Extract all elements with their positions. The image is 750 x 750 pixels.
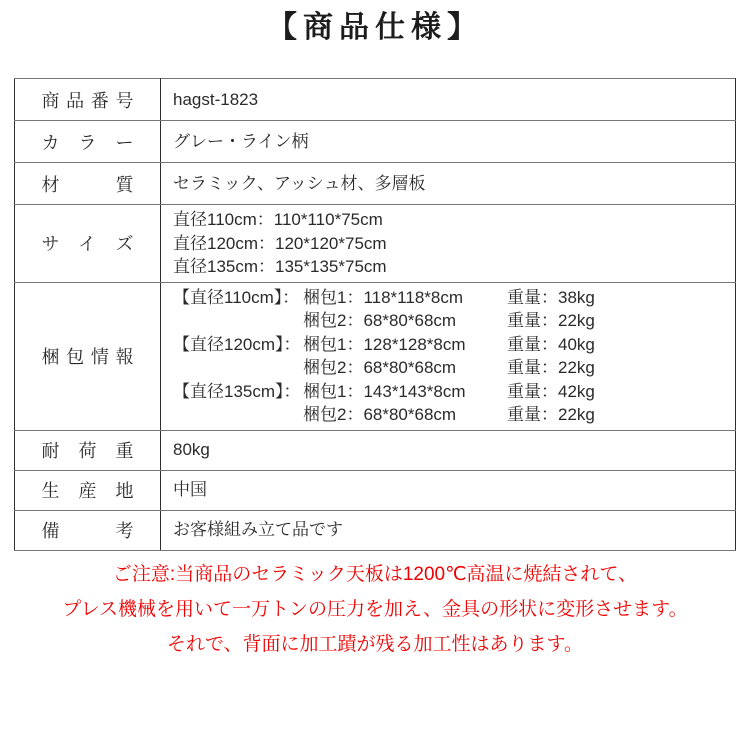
packing-box: 梱包2：68*80*68cm <box>303 358 457 377</box>
spec-row-material <box>15 163 736 205</box>
row-label-cell <box>15 470 161 510</box>
packing-box: 梱包1：128*128*8cm <box>303 334 466 354</box>
caution-line: それで、背面に加工蹟が残る加工性はあります。 <box>166 633 584 655</box>
row-label-cell <box>15 430 161 470</box>
product-spec-page <box>0 8 750 750</box>
packing-box: 梱包1：118*118*8cm <box>303 287 464 307</box>
row-label: 備考 <box>41 521 134 541</box>
row-value: グレー・ライン柄 <box>173 131 309 151</box>
row-value: hagst-1823 <box>173 89 259 109</box>
row-value: 中国 <box>173 480 207 500</box>
spec-row-size <box>15 205 736 283</box>
row-label: カラー <box>41 132 134 153</box>
packing-weight: 重量：42kg <box>507 381 595 401</box>
row-label-cell <box>15 163 161 205</box>
packing-weight: 重量：40kg <box>507 334 595 354</box>
packing-line <box>173 380 727 404</box>
spec-table-body <box>15 79 736 551</box>
row-label: 耐荷重 <box>41 441 134 461</box>
packing-box: 梱包2：68*80*68cm <box>303 405 457 424</box>
size-line: 直径110cm：110*110*75cm <box>173 210 383 229</box>
spec-row-remarks <box>15 510 736 550</box>
row-value: 80kg <box>173 440 210 460</box>
row-value-cell <box>161 79 736 121</box>
row-value: セラミック、アッシュ材、多層板 <box>173 173 426 193</box>
size-line: 直径135cm：135*135*75cm <box>173 257 387 276</box>
spec-table <box>14 78 736 551</box>
packing-weight: 重量：22kg <box>507 405 595 424</box>
row-label: 材質 <box>41 174 134 195</box>
row-label-cell <box>15 510 161 550</box>
packing-weight: 重量：22kg <box>507 311 595 330</box>
spec-row-load-capacity <box>15 430 736 470</box>
packing-size: 【直径110cm】： <box>173 287 300 307</box>
packing-size: 【直径120cm】： <box>173 334 301 354</box>
packing-line <box>173 356 727 380</box>
row-label-cell <box>15 79 161 121</box>
row-value-cell <box>161 163 736 205</box>
row-value: お客様組み立て品です <box>173 520 343 540</box>
row-label: 商品番号 <box>41 90 134 111</box>
spec-row-product-number <box>15 79 736 121</box>
row-value-cell <box>161 205 736 283</box>
spec-row-origin <box>15 470 736 510</box>
packing-size: 【直径135cm】： <box>173 381 301 401</box>
row-value-cell <box>161 282 736 430</box>
packing-line <box>173 403 727 427</box>
row-value-cell <box>161 510 736 550</box>
row-value-cell <box>161 470 736 510</box>
packing-box: 梱包1：143*143*8cm <box>303 381 466 401</box>
row-label: サイズ <box>41 234 134 255</box>
packing-weight: 重量：38kg <box>507 287 595 307</box>
row-label: 生産地 <box>41 481 134 501</box>
row-label-cell <box>15 205 161 283</box>
row-value-cell <box>161 430 736 470</box>
packing-line <box>173 333 727 357</box>
row-label-cell <box>15 282 161 430</box>
spec-row-color <box>15 121 736 163</box>
row-label: 梱包情報 <box>41 347 134 367</box>
packing-line <box>173 309 727 333</box>
packing-weight: 重量：22kg <box>507 358 595 377</box>
row-label-cell <box>15 121 161 163</box>
spec-row-packing <box>15 282 736 430</box>
caution-line: ご注意:当商品のセラミック天板は1200℃高温に焼結されて、 <box>112 563 638 585</box>
packing-line <box>173 286 727 310</box>
page-title: 【商品仕様】 <box>267 11 483 44</box>
size-line: 直径120cm：120*120*75cm <box>173 233 387 253</box>
packing-box: 梱包2：68*80*68cm <box>303 311 457 330</box>
caution-line: プレス機械を用いて一万トンの圧力を加え、金具の形状に変形させます。 <box>62 598 688 620</box>
row-value-cell <box>161 121 736 163</box>
caution-notes <box>0 557 750 662</box>
